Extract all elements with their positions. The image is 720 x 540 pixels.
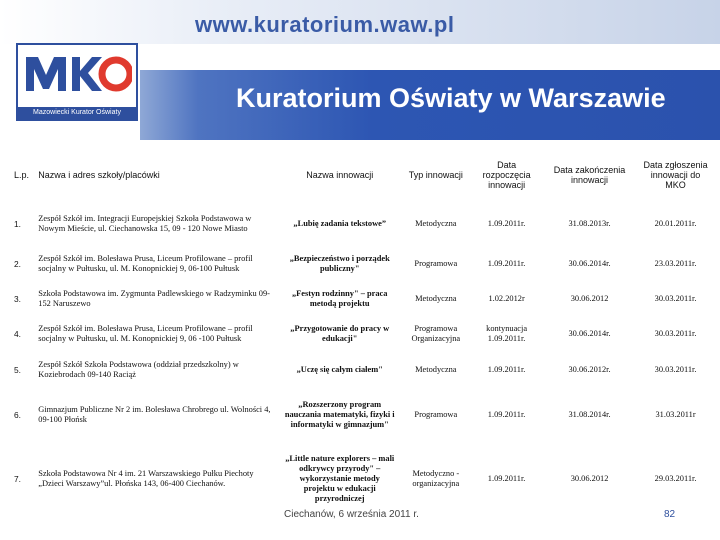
table-row [12, 444, 712, 514]
type-cell: Programowa [414, 409, 458, 419]
school-cell: Szkoła Podstawowa Nr 4 im. 21 Warszawskiego Pułku Piechoty „Dzieci Warszawy”ul. Płońska 143, 06-400 Ciechanów. [38, 468, 254, 488]
row-number: 7. [14, 473, 21, 484]
header-lp: L.p. [14, 170, 30, 180]
logo-caption: Mazowiecki Kurator Oświaty [18, 107, 136, 119]
start-date-cell: 1.02.2012r [488, 293, 525, 303]
reported-date-cell: 23.03.2011r. [654, 258, 697, 268]
table-header-row [12, 146, 712, 204]
reported-date-cell: 20.01.2011r. [654, 218, 697, 228]
school-cell: Zespół Szkół im. Bolesława Prusa, Liceum Profilowane – profil socjalny w Pułtusku, ul. M. Konopnickiej 9, 06 -100 Pułtusk [38, 323, 253, 343]
table-row [12, 204, 712, 244]
type-cell: Programowa [414, 258, 458, 268]
end-date-cell: 30.06.2012 [570, 293, 609, 303]
table-row [12, 314, 712, 354]
type-cell: Metodyczna [415, 293, 457, 303]
table-row [12, 354, 712, 386]
slide-header [0, 0, 720, 145]
mko-logo-icon [22, 51, 132, 95]
start-date-cell: 1.09.2011r. [487, 218, 526, 228]
page-number: 82 [664, 509, 676, 520]
reported-date-cell: 30.03.2011r. [654, 328, 697, 338]
innovation-cell: „Little nature explorers – mali odkrywcy przyrody" – wykorzystanie metody projektu w edukacji przyrodniczej [285, 453, 395, 504]
type-cell: Metodyczna [415, 364, 457, 374]
header-innovation: Nazwa innowacji [306, 170, 374, 180]
school-cell: Gimnazjum Publiczne Nr 2 im. Bolesława Chrobrego ul. Wolności 4, 09-100 Płońsk [38, 404, 271, 424]
table-row [12, 386, 712, 444]
start-date-cell: 1.09.2011r. [487, 364, 526, 374]
type-cell: Metodyczna [415, 218, 457, 228]
start-date-cell: kontynuacja 1.09.2011r. [486, 323, 528, 343]
url-bar [0, 0, 720, 44]
footer-text: Ciechanów, 6 września 2011 r. [284, 509, 419, 520]
end-date-cell: 31.08.2014r. [568, 409, 611, 419]
school-cell: Szkoła Podstawowa im. Zygmunta Padlewskiego w Radzyminku 09-152 Naruszewo [38, 288, 270, 308]
innovation-cell: „Przygotowanie do pracy w edukacji" [290, 323, 390, 343]
reported-date-cell: 30.03.2011r. [654, 364, 697, 374]
start-date-cell: 1.09.2011r. [487, 473, 526, 483]
end-date-cell: 30.06.2012 [570, 473, 609, 483]
school-cell: Zespół Szkół im. Bolesława Prusa, Liceum Profilowane – profil socjalny w Pułtusku, ul. M. Konopnickiej 9, 06-100 Pułtusk [38, 253, 253, 273]
type-cell: Metodyczno - organizacyjna [412, 468, 460, 488]
row-number: 2. [14, 258, 21, 269]
row-number: 4. [14, 328, 21, 339]
start-date-cell: 1.09.2011r. [487, 258, 526, 268]
school-cell: Zespół Szkół Szkoła Podstawowa (oddział przedszkolny) w Koziebrodach 09-140 Raciąż [38, 359, 239, 379]
start-date-cell: 1.09.2011r. [487, 409, 526, 419]
end-date-cell: 31.08.2013r. [568, 218, 611, 228]
header-start-date: Data rozpoczęcia innowacji [482, 160, 531, 190]
header-reported-date: Data zgłoszenia innowacji do MKO [643, 160, 708, 190]
innovation-cell: „Uczę się całym ciałem" [296, 364, 383, 374]
website-url[interactable]: www.kuratorium.waw.pl [195, 12, 455, 37]
mko-logo [16, 43, 138, 121]
reported-date-cell: 29.03.2011r. [654, 473, 697, 483]
innovation-cell: „Bezpieczeństwo i porządek publiczny" [289, 253, 390, 273]
reported-date-cell: 31.03.2011r [655, 409, 696, 419]
page-title: Kuratorium Oświaty w Warszawie [236, 83, 666, 113]
header-end-date: Data zakończenia innowacji [553, 165, 626, 185]
school-cell: Zespół Szkół im. Integracji Europejskiej Szkoła Podstawowa w Nowym Mieście, ul. Ciechanowska 15, 09 - 120 Nowe Miasto [38, 213, 252, 233]
innovation-cell: „Lubię zadania tekstowe” [293, 218, 387, 228]
row-number: 1. [14, 218, 21, 229]
type-cell: Programowa Organizacyjna [411, 323, 461, 343]
table-row [12, 244, 712, 284]
end-date-cell: 30.06.2014r. [568, 258, 611, 268]
innovations-table [12, 146, 712, 514]
innovation-cell: „Festyn rodzinny" – praca metodą projektu [291, 288, 388, 308]
table-row [12, 284, 712, 314]
header-school: Nazwa i adres szkoły/placówki [38, 170, 160, 180]
row-number: 5. [14, 364, 21, 375]
end-date-cell: 30.06.2014r. [568, 328, 611, 338]
end-date-cell: 30.06.2012r. [568, 364, 611, 374]
row-number: 3. [14, 293, 21, 304]
row-number: 6. [14, 409, 21, 420]
reported-date-cell: 30.03.2011r. [654, 293, 697, 303]
innovation-cell: „Rozszerzony program nauczania matematyki, fizyki i informatyki w gimnazjum" [284, 399, 395, 430]
header-type: Typ innowacji [408, 170, 463, 180]
